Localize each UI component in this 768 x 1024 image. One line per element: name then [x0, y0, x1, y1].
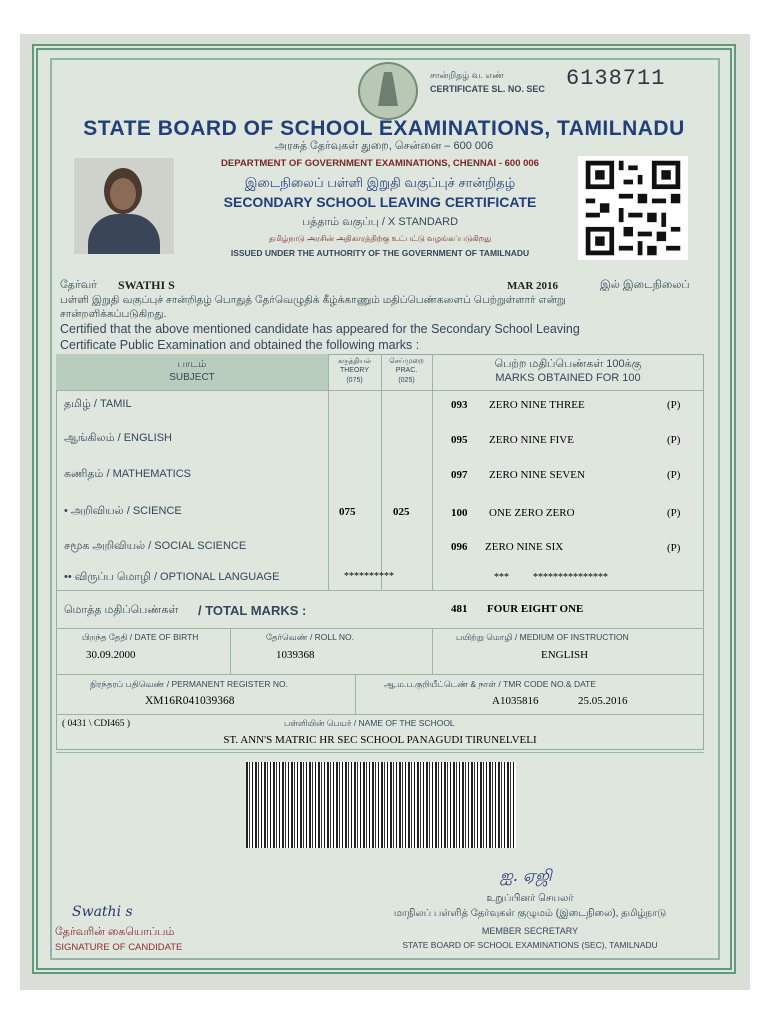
cert-sl-label-en: CERTIFICATE SL. NO. SEC — [430, 84, 545, 94]
barcode-icon — [246, 762, 516, 848]
header-theory-max: (075) — [346, 377, 363, 384]
optional-theory: ********** — [344, 571, 394, 582]
candidate-signature-label-ta: தேர்வரின் கையொப்பம் — [55, 926, 175, 938]
statement-ta-line1: பள்ளி இறுதி வகுப்புச் சான்றிதழ் பொதுத் தேர்வெழுதிக் கீழ்க்காணும் மதிப்பெண்களைப் பெற்றுள்ளார் என்று — [60, 294, 566, 306]
optional-number: *** — [494, 572, 509, 583]
marks-number: 093 — [451, 399, 468, 411]
marks-words: ZERO NINE SIX — [485, 541, 564, 553]
result-status: (P) — [667, 542, 681, 554]
roll-number: 1039368 — [276, 649, 315, 661]
authority-en: ISSUED UNDER THE AUTHORITY OF THE GOVERNMENT OF TAMILNADU — [230, 248, 530, 258]
cert-title-en: SECONDARY SCHOOL LEAVING CERTIFICATE — [223, 194, 537, 210]
header-theory-en: THEORY — [339, 367, 370, 374]
date-of-birth: 30.09.2000 — [86, 649, 136, 661]
statement-ta-line2: சான்றளிக்கப்படுகிறது. — [60, 308, 167, 320]
subject-name: தமிழ் / TAMIL — [64, 398, 132, 410]
candidate-signature: Swathi s — [72, 904, 133, 920]
header-prac-en: PRAC. — [395, 367, 418, 374]
roll-label: தேர்வெண் / ROLL NO. — [266, 632, 355, 642]
header-marks-en: MARKS OBTAINED FOR 100 — [495, 372, 641, 384]
subject-name: கணிதம் / MATHEMATICS — [64, 468, 192, 480]
school-code: ( 0431 \ CDI465 ) — [62, 719, 131, 729]
exam-month: MAR 2016 — [507, 280, 559, 292]
optional-language-label: •• விருப்ப மொழி / OPTIONAL LANGUAGE — [64, 571, 280, 583]
school-name: ST. ANN'S MATRIC HR SEC SCHOOL PANAGUDI TIRUNELVELI — [223, 734, 537, 746]
secretary-title-ta: உறுப்பினர் செயலர் — [486, 893, 574, 904]
total-marks-number: 481 — [451, 603, 468, 615]
optional-words: *************** — [533, 572, 608, 583]
standard-label: பத்தாம் வகுப்பு / X STANDARD — [301, 216, 459, 228]
total-label-ta: மொத்த மதிப்பெண்கள் — [64, 604, 179, 616]
cert-sl-label-ta: சான்றிதழ் வ. எண் — [430, 70, 504, 80]
tmr-date: 25.05.2016 — [578, 695, 628, 707]
school-label: பள்ளியின் பெயர் / NAME OF THE SCHOOL — [284, 718, 455, 728]
header-theory-ta: கருத்தியல் — [337, 358, 372, 365]
level-ta: இல் இடைநிலைப் — [600, 279, 690, 291]
dept-ta: அரசுத் தேர்வுகள் துறை, சென்னை – 600 006 — [274, 140, 494, 152]
authority-ta: தமிழ்நாடு அரசின் அதிகாரத்திற்கு உட்பட்டு வழங்கப்படுகிறது — [268, 234, 492, 243]
cert-title-ta: இடைநிலைப் பள்ளி இறுதி வகுப்புச் சான்றிதழ் — [244, 175, 516, 190]
total-marks-words: FOUR EIGHT ONE — [487, 603, 584, 615]
medium-label: பயிற்று மொழி / MEDIUM OF INSTRUCTION — [456, 632, 629, 642]
marks-number: 097 — [451, 469, 468, 481]
candidate-signature-label-en: SIGNATURE OF CANDIDATE — [55, 942, 183, 953]
result-status: (P) — [667, 507, 681, 519]
secretary-signature-icon: ஐ. ஏஜி — [500, 866, 552, 885]
dept-en: DEPARTMENT OF GOVERNMENT EXAMINATIONS, CHENNAI - 600 006 — [221, 158, 539, 169]
marks-number: 096 — [451, 541, 468, 553]
candidate-label: தேர்வர் — [60, 279, 97, 291]
tmr-label: ஆ.ம.ப.குறியீட்டெண் & நாள் / TMR CODE NO.& DATE — [384, 679, 596, 689]
statement-en-line1: Certified that the above mentioned candidate has appeared for the Secondary School Leaving — [60, 322, 580, 336]
marks-words: ONE ZERO ZERO — [489, 507, 575, 519]
candidate-photo — [74, 158, 174, 254]
header-subject-ta: பாடம் — [177, 359, 207, 370]
statement-en-line2: Certificate Public Examination and obtained the following marks : — [60, 338, 420, 352]
medium-of-instruction: ENGLISH — [541, 649, 589, 661]
marks-words: ZERO NINE FIVE — [489, 434, 574, 446]
practical-marks: 025 — [393, 506, 410, 518]
theory-marks: 075 — [339, 506, 356, 518]
secretary-title-en: MEMBER SECRETARY — [481, 926, 579, 936]
permanent-register-number: XM16R041039368 — [145, 695, 235, 707]
certificate-serial-number: 6138711 — [566, 66, 666, 91]
result-status: (P) — [667, 399, 681, 411]
marks-number: 095 — [451, 434, 468, 446]
total-label-en: / TOTAL MARKS : — [198, 603, 307, 618]
subject-name: • அறிவியல் / SCIENCE — [64, 505, 182, 517]
marks-number: 100 — [451, 507, 468, 519]
board-title: STATE BOARD OF SCHOOL EXAMINATIONS, TAMILNADU — [83, 117, 685, 140]
subject-name: ஆங்கிலம் / ENGLISH — [64, 432, 173, 444]
marks-words: ZERO NINE SEVEN — [489, 469, 585, 481]
tmr-code: A1035816 — [492, 695, 539, 707]
marks-words: ZERO NINE THREE — [489, 399, 585, 411]
secretary-board-en: STATE BOARD OF SCHOOL EXAMINATIONS (SEC), TAMILNADU — [402, 940, 658, 950]
tamilnadu-emblem-icon — [358, 62, 418, 120]
result-status: (P) — [667, 469, 681, 481]
secretary-board-ta: மாநிலப் பள்ளித் தேர்வுகள் குழுமம் (இடைநிலை), தமிழ்நாடு — [393, 908, 667, 919]
subject-name: சமூக அறிவியல் / SOCIAL SCIENCE — [64, 540, 247, 552]
qr-code-icon — [578, 156, 688, 260]
candidate-name: SWATHI S — [118, 278, 175, 292]
dob-label: பிறந்த தேதி / DATE OF BIRTH — [82, 632, 199, 642]
header-subject-en: SUBJECT — [169, 372, 215, 383]
header-prac-ta: செய்முறை — [389, 358, 424, 365]
register-label: நிரந்தரப் பதிவெண் / PERMANENT REGISTER NO. — [90, 679, 288, 689]
header-prac-max: (025) — [398, 377, 415, 384]
header-marks-ta: பெற்ற மதிப்பெண்கள் 100க்கு — [494, 358, 642, 370]
result-status: (P) — [667, 434, 681, 446]
